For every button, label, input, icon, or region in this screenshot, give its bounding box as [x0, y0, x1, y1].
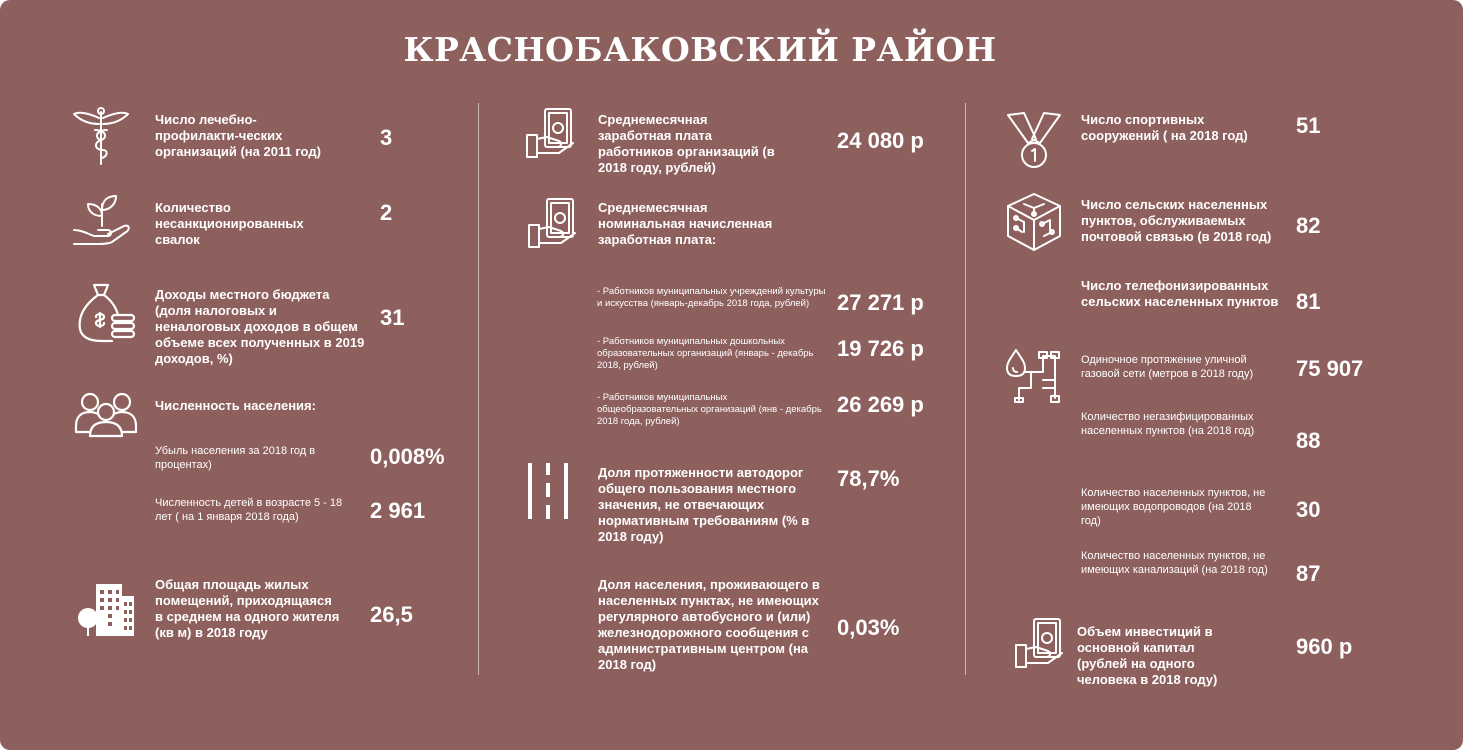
children-count-label: Численность детей в возрасте 5 - 18 лет ( на 1 января 2018 года): [155, 497, 343, 523]
population-heading: Численность населения:: [155, 398, 316, 413]
transport-label: Доля населения, проживающего в населенных пунктах, не имеющих регулярного автобусного и (или) железнодорожного сообщения с административным центром (на 2018 год): [598, 577, 820, 672]
preschool-salary-label: - Работников муниципальных дошкольных образовательных организаций (январь - декабрь 2018, рублей): [597, 336, 814, 371]
medal-icon: [1006, 111, 1062, 169]
caduceus-icon: [72, 106, 130, 166]
medical-orgs-value: 3: [380, 125, 393, 150]
network-cube-icon: [1006, 192, 1062, 252]
population-decline-label: Убыль населения за 2018 год в процентах): [155, 445, 316, 471]
postal-villages-label: Число сельских населенных пунктов, обслуживаемых почтовой связью (в 2018 год): [1081, 197, 1272, 244]
sport-facilities-label: Число спортивных сооружений ( на 2018 год): [1081, 112, 1248, 143]
budget-label: Доходы местного бюджета (доля налоговых и неналоговых доходов в общем объеме всех полученных в 2019 доходов, %): [155, 287, 365, 366]
transport-value: 0,03%: [837, 615, 900, 640]
nominal-salary-heading: Среднемесячная номинальная начисленная заработная плата:: [598, 200, 773, 247]
school-salary-label: - Работников муниципальных общеобразовательных организаций (янв - декабрь 2018 года, рублей): [597, 392, 822, 427]
investment-value: 960 р: [1296, 634, 1353, 659]
hand-money-icon: [527, 197, 577, 249]
no-sewer-label: Количество населенных пунктов, не имеющих канализаций (на 2018 год): [1081, 550, 1268, 576]
no-sewer-value: 87: [1296, 561, 1321, 586]
phone-villages-value: 81: [1296, 289, 1321, 314]
budget-value: 31: [380, 305, 405, 330]
culture-salary-value: 27 271 р: [837, 290, 924, 315]
no-gas-value: 88: [1296, 428, 1321, 453]
dumps-label: Количество несанкционированных свалок: [155, 200, 304, 247]
people-group-icon: [74, 392, 138, 438]
gas-pipe-icon: [1003, 348, 1065, 404]
roads-value: 78,7%: [837, 466, 900, 491]
column-divider-right: [965, 103, 966, 675]
road-icon: [526, 463, 570, 519]
no-water-value: 30: [1296, 497, 1321, 522]
no-water-label: Количество населенных пунктов, не имеющих водопроводов (на 2018 год): [1081, 487, 1266, 527]
avg-salary-label: Среднемесячная заработная плата работников организаций (в 2018 году, рублей): [598, 112, 775, 175]
postal-villages-value: 82: [1296, 213, 1321, 238]
apartment-building-icon: [76, 582, 136, 638]
roads-label: Доля протяженности автодорог общего пользования местного значения, не отвечающих нормативным требованиям (% в 2018 году): [598, 465, 810, 544]
preschool-salary-value: 19 726 р: [837, 336, 924, 361]
children-count-value: 2 961: [370, 498, 426, 523]
money-bag-coins-icon: [78, 283, 136, 345]
hand-money-icon: [525, 107, 575, 159]
housing-value: 26,5: [370, 602, 413, 627]
column-divider-left: [478, 103, 479, 675]
gas-network-label: Одиночное протяжение уличной газовой сети (метров в 2018 году): [1081, 354, 1254, 380]
medical-orgs-label: Число лечебно-профилакти-ческих организаций (на 2011 год): [155, 112, 321, 159]
avg-salary-value: 24 080 р: [837, 128, 924, 153]
no-gas-label: Количество негазифицированных населенных пунктов (на 2018 год): [1081, 411, 1255, 437]
population-decline-value: 0,008%: [370, 444, 445, 469]
hand-sprout-icon: [72, 190, 132, 248]
school-salary-value: 26 269 р: [837, 392, 924, 417]
investment-label: Объем инвестиций в основной капитал (рублей на одного человека в 2018 году): [1077, 624, 1218, 687]
page-title: КРАСНОБАКОВСКИЙ РАЙОН: [403, 30, 997, 69]
culture-salary-label: - Работников муниципальных учреждений культуры и искусства (январь-декабрь 2018 года, рублей): [597, 286, 826, 309]
housing-label: Общая площадь жилых помещений, приходящаяся в среднем на одного жителя (кв м) в 2018 году: [155, 577, 340, 640]
gas-network-value: 75 907: [1296, 356, 1364, 381]
sport-facilities-value: 51: [1296, 113, 1321, 138]
hand-money-icon: [1014, 617, 1064, 669]
phone-villages-label: Число телефонизированных сельских населенных пунктов: [1081, 278, 1279, 309]
dumps-value: 2: [380, 200, 393, 225]
